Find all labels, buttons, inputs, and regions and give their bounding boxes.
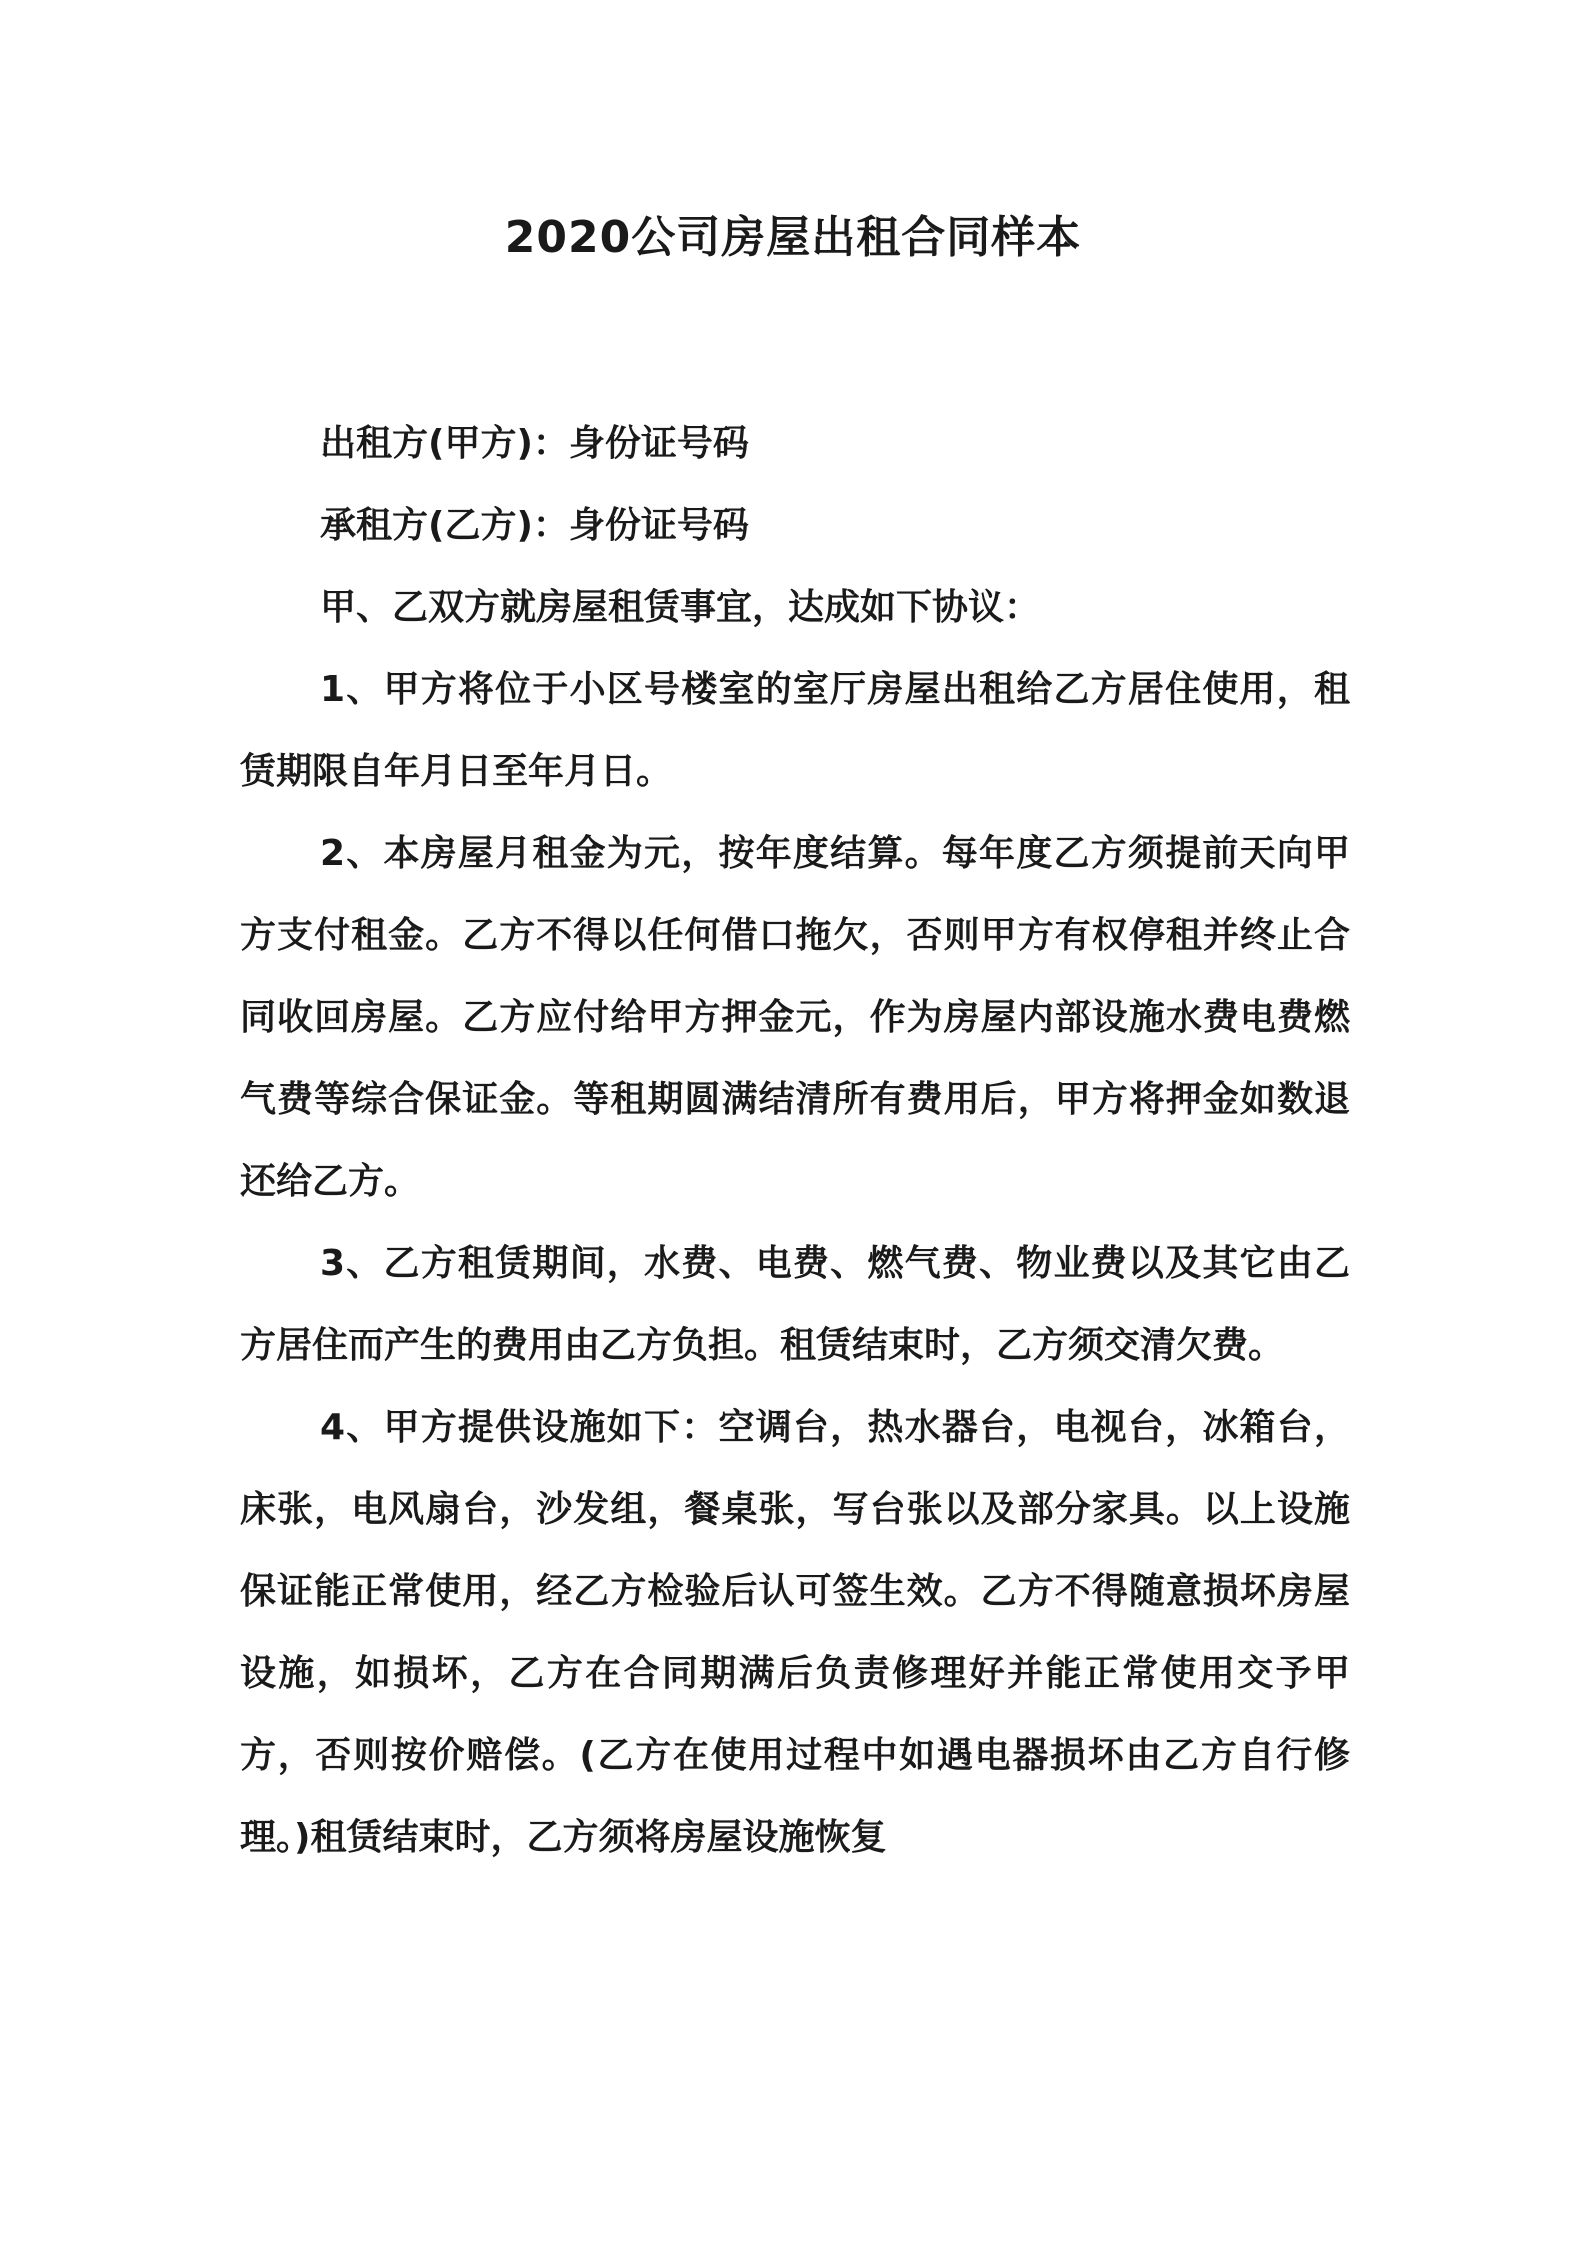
agreement-intro: 甲、乙双方就房屋租赁事宜，达成如下协议： <box>320 587 1041 628</box>
clause-1: 1、甲方将位于小区号楼室的室厅房屋出租给乙方居住使用，租赁期限自年月日至年月日。 <box>240 669 1350 792</box>
clause-4: 4、甲方提供设施如下：空调台，热水器台，电视台，冰箱台，床张，电风扇台，沙发组，餐桌张，写台张以及部分家具。以上设施保证能正常使用，经乙方检验后认可签生效。乙方不得随意损坏房屋设施，如损坏，乙方在合同期满后负责修理好并能正常使用交予甲方，否则按价赔偿。(乙方在使用过程中如遇电器损坏由乙方自行修理。)租赁结束时，乙方须将房屋设施恢复 <box>240 1407 1350 1858</box>
lessor-line: 出租方(甲方)：身份证号码 <box>320 423 749 464</box>
lessee-line: 承租方(乙方)：身份证号码 <box>320 505 749 546</box>
clause-3: 3、乙方租赁期间，水费、电费、燃气费、物业费以及其它由乙方居住而产生的费用由乙方负担。租赁结束时，乙方须交清欠费。 <box>240 1243 1350 1366</box>
document-body <box>240 403 1350 1879</box>
document-title: 2020公司房屋出租合同样本 <box>504 212 1082 263</box>
clause-2: 2、本房屋月租金为元，按年度结算。每年度乙方须提前天向甲方支付租金。乙方不得以任何借口拖欠，否则甲方有权停租并终止合同收回房屋。乙方应付给甲方押金元，作为房屋内部设施水费电费燃气费等综合保证金。等租期圆满结清所有费用后，甲方将押金如数退还给乙方。 <box>240 833 1350 1202</box>
